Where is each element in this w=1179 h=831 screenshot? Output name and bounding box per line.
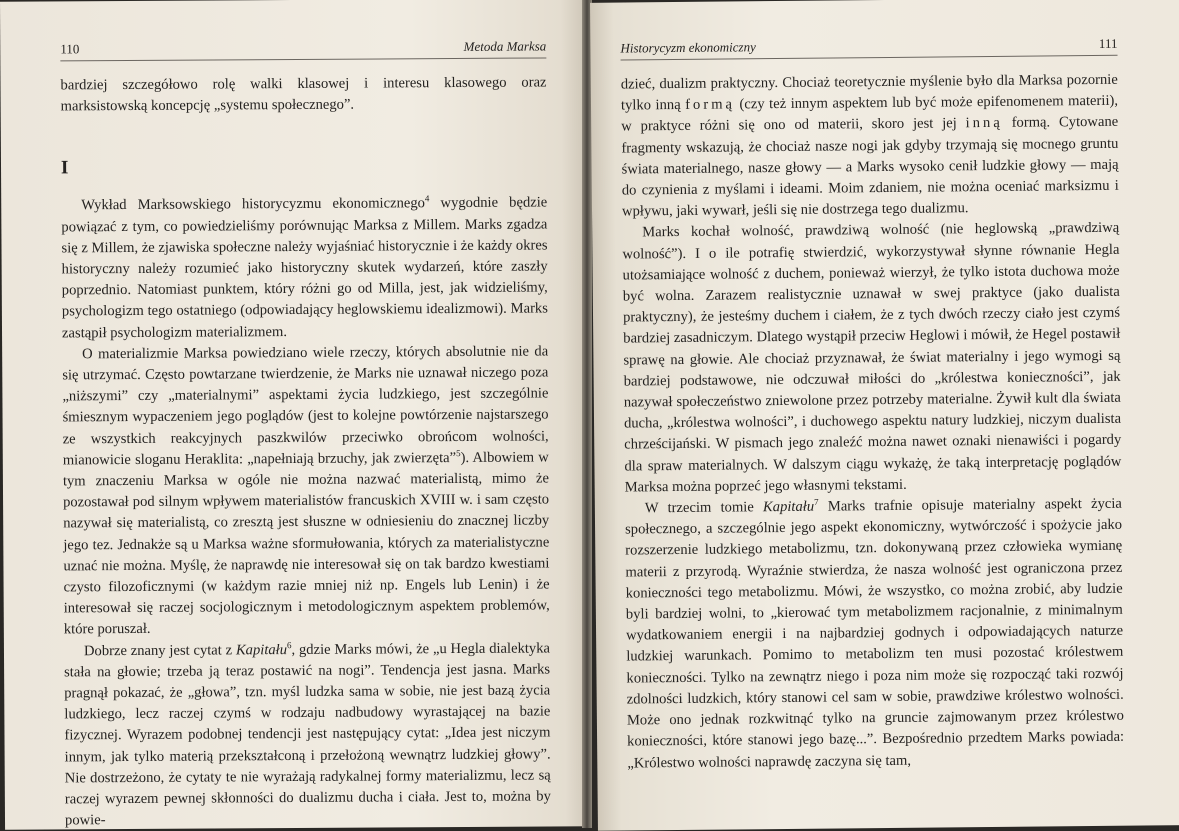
- right-paragraph-3: [625, 494, 1125, 774]
- paragraph-1: [61, 193, 548, 344]
- right-page: [590, 0, 1179, 831]
- right-paragraph-2: Marks kochał wolność, prawdziwą wolność (nie heglowską „prawdziwą wolność”). I o ile potrafię stwierdzić, wykorzystywał słynne równanie Hegla utożsamiające wolność z duchem, ponieważ wierzył, że tylko istota duchowa może być wolna. Zarazem realistycznie uznawał w swej praktyce (jako dualista praktyczny), że jesteśmy duchem i ciałem, że z tych dwóch rzeczy ciało jest czymś bardziej zasadniczym. Dlatego wystąpił przeciw Heglowi i mówił, że Hegel postawił sprawę na głowie. Ale chociaż przyznawał, że świat materialny i jego wymogi są bardziej podstawowe, nie odczuwał miłości do „królestwa konieczności”, jak nazywał społeczeństwo zniewolone przez potrzeby materialne. Żywił kult dla świata ducha, „królestwa wolności”, i duchowego aspektu natury ludzkiej, niczym dualista chrześcijański. W pismach jego znaleźć można nawet oznaki nienawiści i pogardy dla spraw materialnych. W dalszym ciągu wykażę, że taką interpretację poglądów Marksa można poprzeć jego własnymi tekstami.: [622, 220, 1122, 496]
- paragraph-2-text-a: O materializmie Marksa powiedziano wiele rzeczy, których absolutnie nie da się utrzymać. Często powtarzane twierdzenie, że Marks nie uznawał niczego poza „niższymi” czy „materialnymi” aspektami życia ludzkiego, jest szczególnie śmiesznym wypaczeniem jego poglądów (jest to kolejne powtórzenie najstarszego ze wszystkich reakcyjnych paszkwilów przeciwko obrońcom wolności, mianowicie sloganu Heraklita: „napełniają brzuchy, jak zwierzęta”: [62, 343, 549, 469]
- section-heading: I: [60, 157, 69, 179]
- footnote-ref-5: 5: [456, 447, 461, 458]
- footnote-ref-7: 7: [814, 496, 819, 507]
- paragraph-3: [64, 638, 551, 830]
- paragraph-2: [62, 341, 550, 641]
- right-paragraph-1-text-a: dzieć, dualizm praktyczny. Chociaż teoretycznie myślenie było dla Marksa pozornie tylko inną: [620, 71, 1118, 114]
- paragraph-3-text-b: , gdzie Marks mówi, że „u Hegla dialektyka stała na głowie; trzeba ją teraz postawić na nogi”. Tendencja jest jasna. Marks pragnął pokazać, że „głowa”, tzn. myśl ludzka sama w sobie, nie jest bazą życia ludzkiego, lecz raczej czymś w rodzaju nadbudowy wyrastającej na bazie fizycznej. Wyrazem podobnej tendencji jest następujący cytat: „Idea jest niczym innym, jak tylko materią przekształconą i przełożoną wewnątrz ludzkiej głowy”. Nie dostrzeżono, że cytaty te nie wyrażają radykalnej formy materializmu, lecz są raczej wyrazem pewnej skłonności do dualizmu ducha i ciała. Jest to, można by powie-: [64, 640, 551, 829]
- left-page: [0, 0, 589, 830]
- paragraph-1-text-b: wygodnie będzie powiązać z tym, co powiedzieliśmy porównując Marksa z Millem. Marks zgadza się z Millem, że zjawiska społeczne należy wyjaśniać historycznie i że każdy okres historyczny należy rozumieć jako historyczny skutek wydarzeń, które zaszły poprzednio. Natomiast punktem, który różni go od Milla, jest, jak widzieliśmy, psychologizm tego ostatniego (odpowiadający heglowskiemu idealizmowi). Marks zastąpił psychologizm materializmem.: [61, 194, 548, 342]
- right-paragraph-1-text-b: (czy też innym aspektem lub być może epifenomenem materii), w praktyce różni się ono od materii, skoro jest jej: [621, 92, 1119, 135]
- spaced-emphasis-inna: inną: [965, 115, 1003, 132]
- page-number-right: 111: [1098, 35, 1118, 51]
- right-paragraph-1-text-c: formą. Cytowane fragmenty wskazują, że chociaż nasze nogi jak gdyby trzymają się mocnego gruntu świata materialnego, nasze głowy — a Marks wysoko cenił ludzkie głowy — mają do czynienia z myślami i ideami. Moim zdaniem, nie można oceniać marksizmu i wpływu, jaki wywarł, jeśli się nie dostrzega tego dualizmu.: [621, 114, 1119, 220]
- right-paragraph-1: [621, 70, 1119, 223]
- paragraph-3-text-a: Dobrze znany jest cytat z: [83, 642, 236, 659]
- footnote-ref-6: 6: [286, 639, 292, 650]
- paragraph-2-text-b: ). Albowiem w tym znaczeniu Marksa w ogóle nie można nazwać materialistą, mimo że pozostawał pod silnym wpływem materialistów francuskich XVIII w. i sam często nazywał się materialistą, co zresztą jest słuszne w odniesieniu do znacznej liczby jego tez. Jednakże są u Marksa ważne sformułowania, których za materialistyczne uznać nie można. Myślę, że naprawdę nie interesował się on tak bardzo kwestiami czysto filozoficznymi (w każdym razie mniej niż np. Engels lub Lenin) i że interesował się raczej socjologicznym i metodologicznym aspektem problemów, które poruszał.: [62, 449, 550, 638]
- running-header-left: [60, 38, 546, 61]
- running-title-left: Metoda Marksa: [463, 38, 547, 54]
- running-title-right: Historycyzm ekonomiczny: [620, 39, 756, 56]
- book-title-kapital-right: Kapitału: [762, 498, 815, 516]
- page-number-left: 110: [60, 41, 80, 57]
- footnote-ref-4: 4: [424, 193, 430, 204]
- book-title-kapital: Kapitału: [235, 641, 288, 659]
- right-paragraph-3-text-b: Marks trafnie opisuje materialny aspekt życia społecznego, a szczególnie jego aspekt ekonomiczny, wytwórczość i spożycie jako rozszerzenie ludzkiego metabolizmu, tzn. dokonywaną przez człowieka wymianę materii z przyrodą. Wyraźnie stwierdza, że nasza wolność jest ograniczona przez konieczności tego metabolizmu. Mówi, że wszystko, co można zrobić, aby ludzie byli bardziej wolni, to „kierować tym metabolizmem racjonalnie, z minimalnym wydatkowaniem energii i na najbardziej godnych i odpowiadających naturze ludzkiej warunkach. Pomimo to metabolizm ten musi pozostać królestwem konieczności. Tylko na zewnątrz niego i poza nim może się rozpocząć taki rozwój zdolności ludzkich, który stanowi cel sam w sobie, prawdziwe królestwo wolności. Może ono jednak rozkwitnąć tylko na gruncie zajmowanym przez królestwo konieczności, które stanowi jego bazę...”. Bezpośrednio przedtem Marks powiada: „Królestwo wolności naprawdę zaczyna się tam,: [624, 495, 1125, 772]
- paragraph-1-text-a: Wykład Marksowskiego historycyzmu ekonomicznego: [81, 195, 425, 214]
- opening-paragraph: bardziej szczegółowo rolę walki klasowej i interesu klasowego oraz marksistowską koncepcję „systemu społecznego”.: [60, 74, 547, 115]
- right-paragraph-3-text-a: W trzecim tomie: [644, 499, 764, 517]
- spaced-emphasis-forma: formą: [685, 96, 736, 114]
- running-header-right: [620, 36, 1117, 61]
